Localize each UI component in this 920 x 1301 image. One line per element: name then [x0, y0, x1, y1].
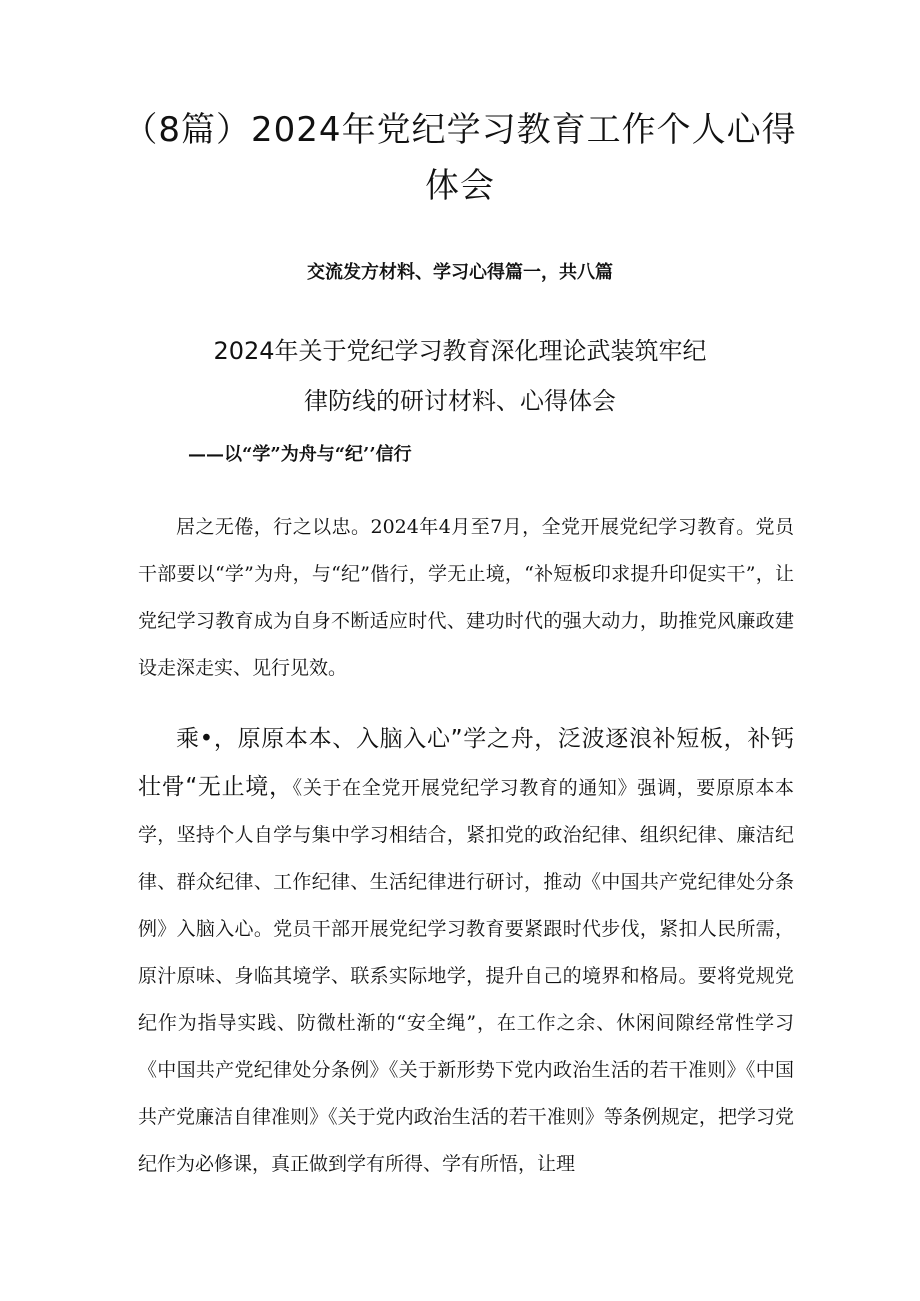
paragraph-2 [138, 716, 794, 1188]
paragraph-1: 居之无倦，行之以忠。2024年4月至7月，全党开展党纪学习教育。党员干部要以“学”为舟，与“纪”偕行，学无止境，“补短板印求提升印促实干”，让党纪学习教育成为自身不断适应时代、建功时代的强大动力，助推党风廉政建设走深走实、见行见效。 [138, 516, 794, 679]
document-subtitle: 交流发方材料、学习心得篇一，共八篇 [307, 262, 613, 283]
article-title-line-1: 2024年关于党纪学习教育深化理论武装筑牢纪 [213, 337, 707, 365]
paragraph-2-lead: 乘•，原原本本、入脑入心”学之舟，泛波逐浪补短板，补钙壮骨“无止境， [138, 726, 794, 800]
paragraph-2-body: 《关于在全党开展党纪学习教育的通知》强调，要原原本本学，坚持个人自学与集中学习相结合，紧扣党的政治纪律、组织纪律、廉洁纪律、群众纪律、工作纪律、生活纪律进行研讨，推动《中国共产党纪律处分条例》入脑入心。党员干部开展党纪学习教育要紧跟时代步伐，紧扣人民所需，原汁原味、身临其境学、联系实际地学，提升自己的境界和格局。要将党规党纪作为指导实践、防微杜渐的“安全绳”，在工作之余、休闲间隙经常性学习《中国共产党纪律处分条例》《关于新形势下党内政治生活的若干准则》《中国共产党廉洁自律准则》《关于党内政治生活的若干准则》等条例规定，把学习党纪作为必修课，真正做到学有所得、学有所悟，让理 [138, 777, 794, 1175]
article-subtitle: ——以“学”为舟与“纪’’信行 [188, 444, 412, 465]
document-title: （8篇）2024年党纪学习教育工作个人心得体会 [123, 110, 797, 206]
article-title [120, 326, 800, 426]
article-title-line-2: 律防线的研讨材料、心得体会 [304, 387, 616, 415]
